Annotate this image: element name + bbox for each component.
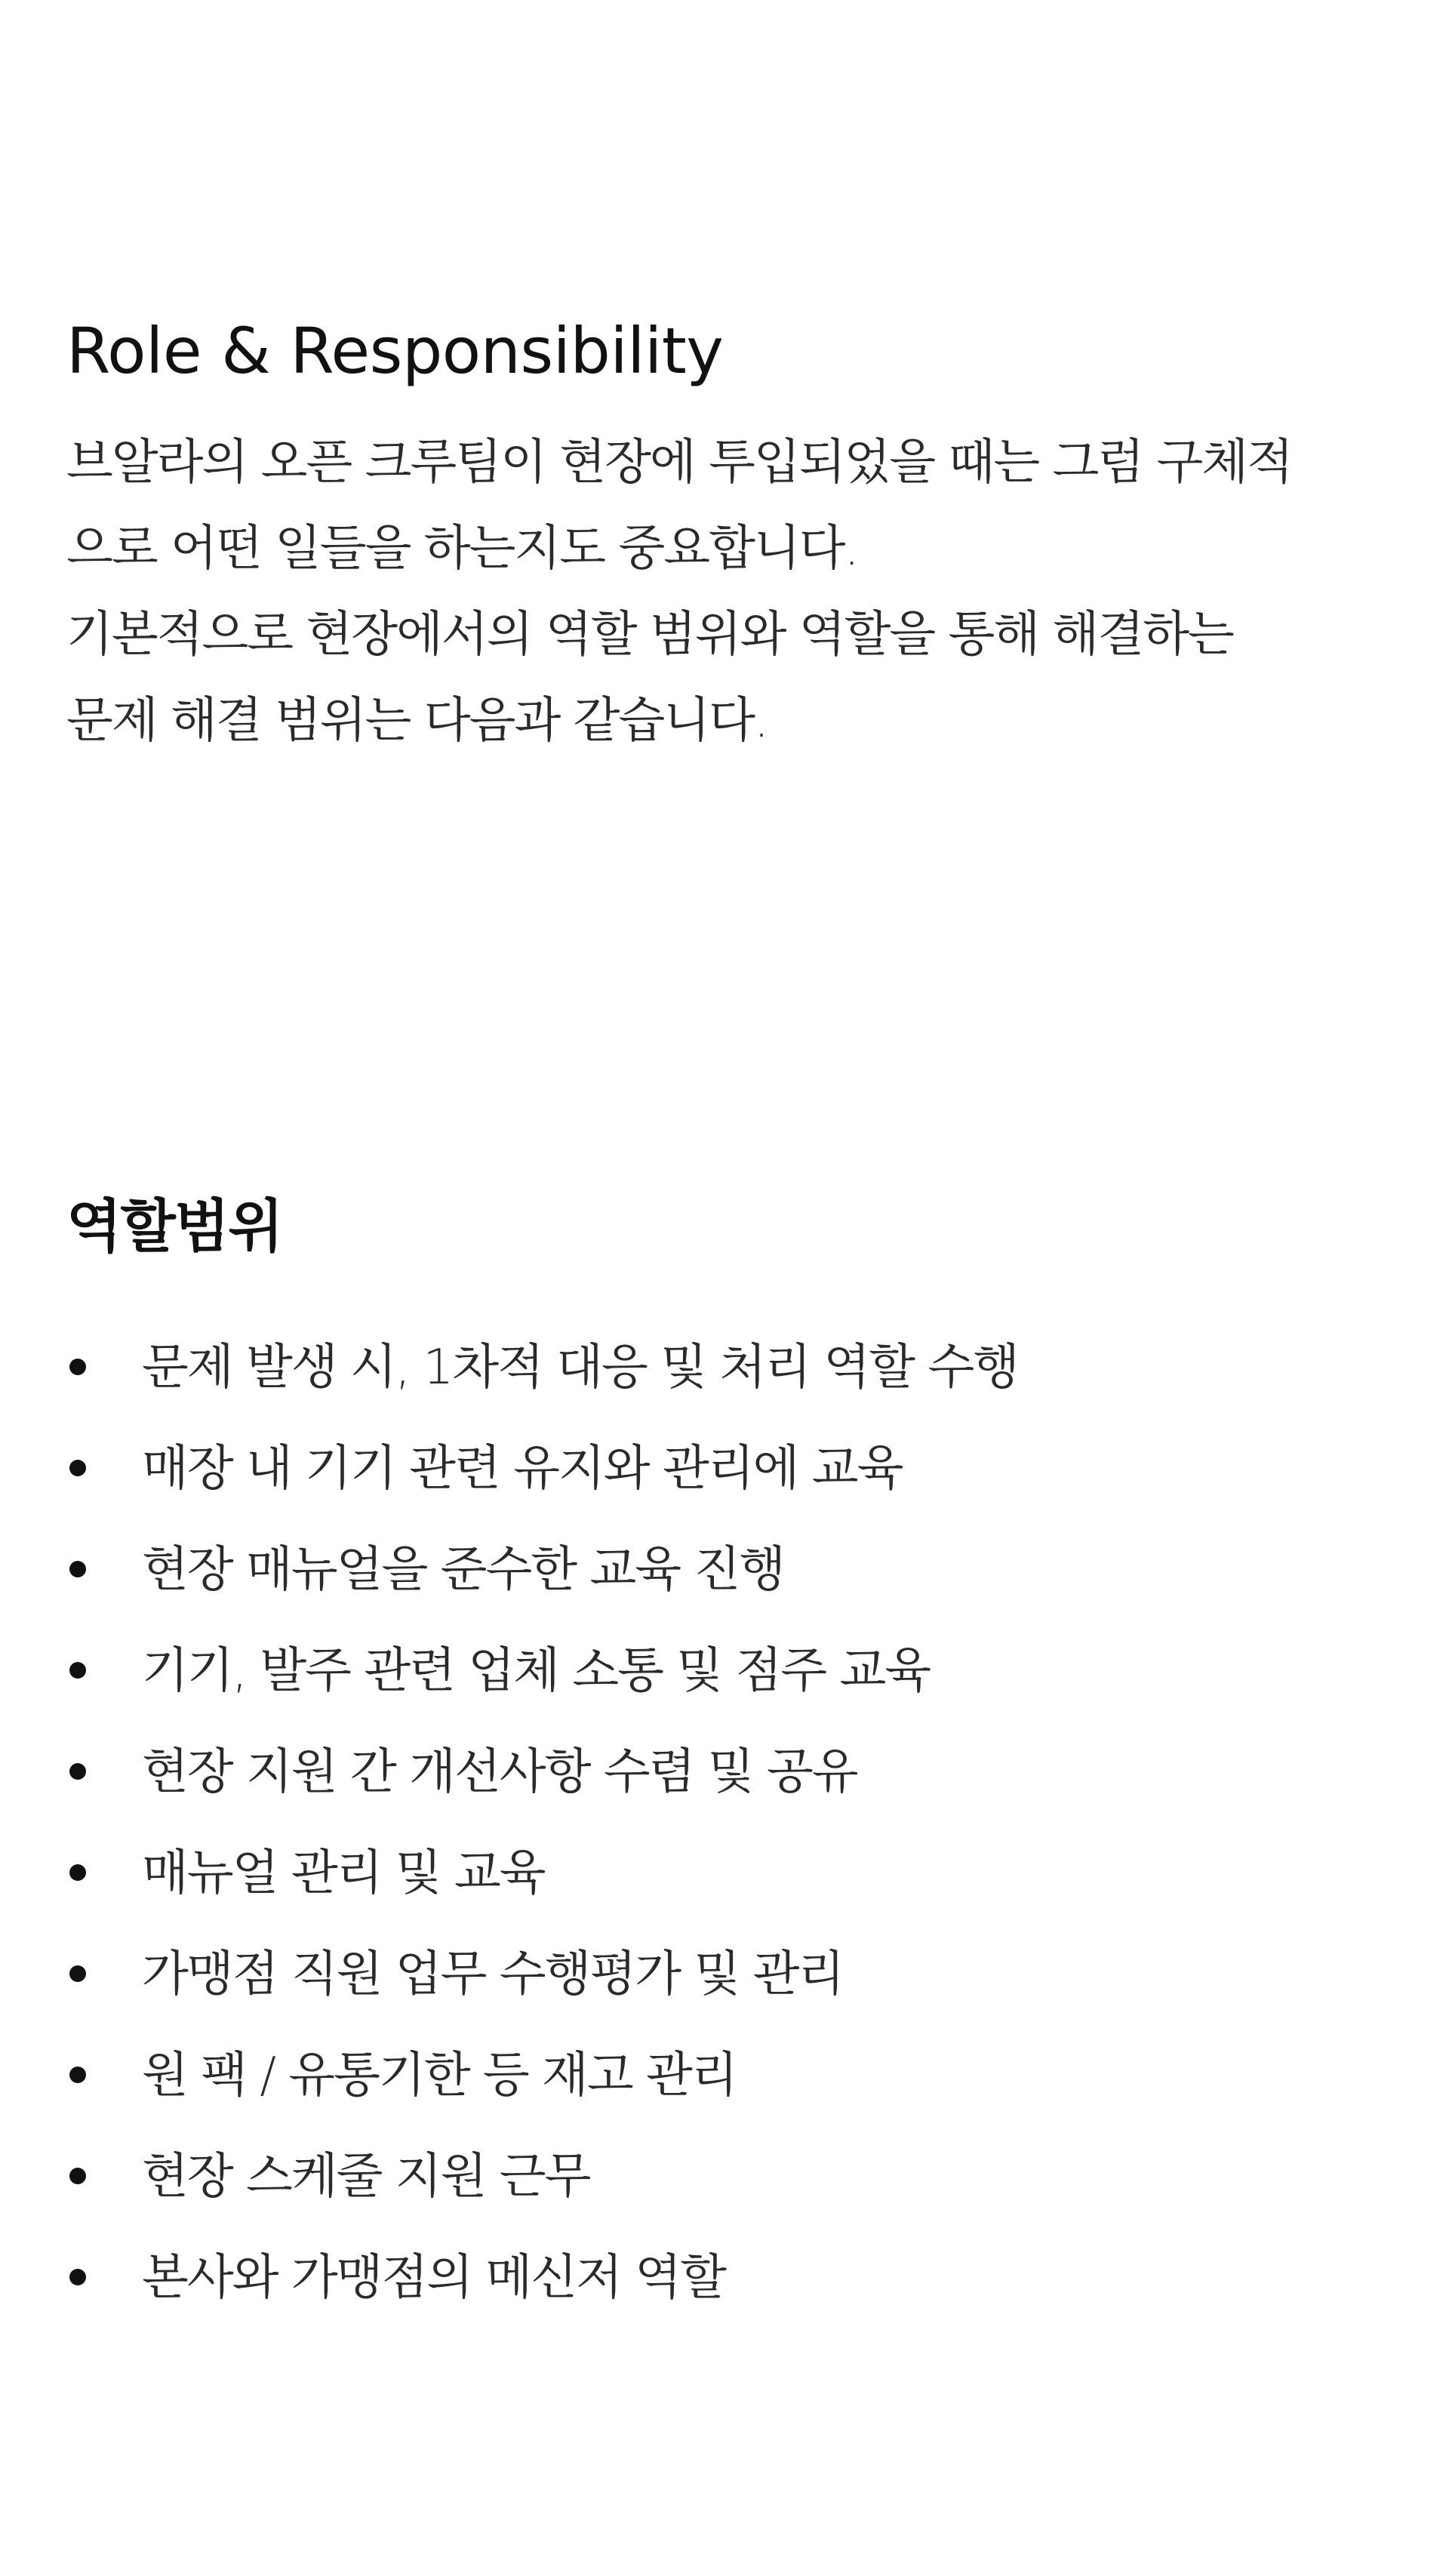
intro-line: 으로 어떤 일들을 하는지도 중요합니다. <box>66 521 858 577</box>
role-responsibility-heading: Role & Responsibility <box>66 314 724 388</box>
list-item-text: 문제 발생 시, 1차적 대응 및 처리 역할 수행 <box>142 1340 1018 1396</box>
intro-line: 기본적으로 현장에서의 역할 범위와 역할을 통해 해결하는 <box>66 607 1233 663</box>
list-item-text: 매뉴얼 관리 및 교육 <box>142 1845 545 1901</box>
list-item <box>66 2025 1018 2126</box>
bullet-icon <box>69 1460 86 1476</box>
list-item <box>66 2227 1018 2328</box>
role-scope-list <box>66 1317 1018 2328</box>
list-item-text: 가맹점 직원 업무 수행평가 및 관리 <box>142 1947 844 2002</box>
list-item <box>66 1722 1018 1823</box>
bullet-icon <box>69 1662 86 1679</box>
list-item-text: 원 팩 / 유통기한 등 재고 관리 <box>142 2048 737 2104</box>
intro-line: 브알라의 오픈 크루팀이 현장에 투입되었을 때는 그럼 구체적 <box>66 435 1293 491</box>
list-item-text: 현장 지원 간 개선사항 수렴 및 공유 <box>142 1744 857 1800</box>
role-intro-paragraph <box>66 420 1395 764</box>
bullet-icon <box>69 1561 86 1577</box>
list-item <box>66 1620 1018 1722</box>
bullet-icon <box>69 2168 86 2184</box>
list-item <box>66 1924 1018 2025</box>
list-item <box>66 1519 1018 1620</box>
bullet-icon <box>69 1864 86 1881</box>
list-item <box>66 2126 1018 2227</box>
list-item-text: 현장 스케줄 지원 근무 <box>142 2149 590 2205</box>
list-item <box>66 1418 1018 1519</box>
list-item <box>66 1317 1018 1418</box>
bullet-icon <box>69 1359 86 1375</box>
bullet-icon <box>69 2269 86 2285</box>
list-item-text: 현장 매뉴얼을 준수한 교육 진행 <box>142 1542 785 1598</box>
bullet-icon <box>69 2067 86 2083</box>
list-item-text: 본사와 가맹점의 메신저 역할 <box>142 2250 725 2306</box>
role-scope-heading: 역할범위 <box>66 1193 282 1260</box>
list-item <box>66 1823 1018 1924</box>
list-item-text: 매장 내 기기 관련 유지와 관리에 교육 <box>142 1441 903 1497</box>
bullet-icon <box>69 1763 86 1780</box>
list-item-text: 기기, 발주 관련 업체 소통 및 점주 교육 <box>142 1643 931 1699</box>
bullet-icon <box>69 1965 86 1982</box>
intro-line: 문제 해결 범위는 다음과 같습니다. <box>66 693 768 749</box>
